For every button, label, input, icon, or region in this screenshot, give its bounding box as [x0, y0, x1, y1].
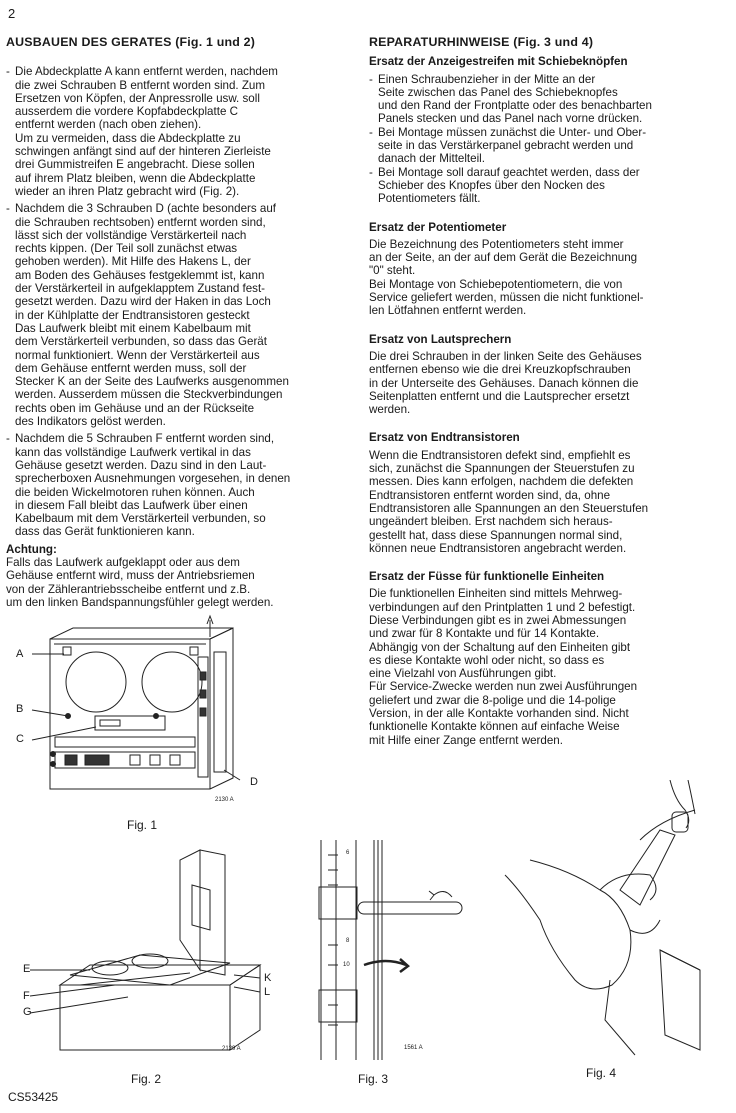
figure-4-drawing: [500, 780, 730, 1060]
section-title: Ersatz von Lautsprechern: [369, 332, 512, 346]
callout-label: F: [23, 990, 30, 1002]
section-title: Ersatz der Potentiometer: [369, 220, 507, 234]
callout-label: D: [250, 776, 258, 788]
figure-2-caption: Fig. 2: [131, 1072, 162, 1086]
scale-label: 6: [346, 850, 350, 856]
section-lautsprecher: [369, 333, 721, 417]
section-heading-ausbauen: AUSBAUEN DES GERATES (Fig. 1 und 2): [6, 35, 256, 49]
section-title: Ersatz der Füsse für funktionelle Einheiten: [369, 570, 605, 584]
figure-1-drawing: [10, 612, 310, 812]
achtung-label: Achtung:: [6, 542, 57, 556]
list-item-text: Die Abdeckplatte A kann entfernt werden, nachdem die zwei Schrauben B entfernt worden sind. Zum Ersetzen von Köpfen, der Anpressrolle usw. soll ausserdem die vordere Kopfabdeckplatte C entfernt werden (nach oben ziehen). Um zu vermeiden, dass die Abdeckplatte zu schwingen anfängt sind auf der hinteren Zierleiste drei Gummistreifen E angebracht. Diese sollen auf ihrem Platz bleiben, wenn die Abdeckplatte wieder an ihren Platz gebracht wird (Fig. 2).: [15, 65, 278, 198]
section-text: Wenn die Endtransistoren defekt sind, empfiehlt es sich, zunächst die Spannungen der Steuerstufen zu messen. Dies kann erfolgen, nachdem die defekten Endtransistoren entfernt worden sind, da, ohne Endtransistoren alle Spannungen an den Steuerstufen ungeändert bleiben. Erst nachdem sich heraus- gestellt hat, dass diese Spannungen normal sind, können neue Endtransistoren angebracht werden.: [369, 448, 649, 555]
scale-label: 10: [343, 962, 350, 968]
list-item-text: Nachdem die 5 Schrauben F entfernt worden sind, kann das vollständige Laufwerk vertikal in das Gehäuse gesetzt werden. Dazu sind in den Laut- sprecherboxen Ausnehmungen vorgesehen, in denen die beiden Wickelmotoren ruhen können. Auch in diesem Fall bleibt das Laufwerk über einen Kabelbaum mit dem Verstärkerteil verbunden, so dass das Gerät funktionieren kann.: [15, 432, 291, 539]
section-fuesse: [369, 570, 721, 747]
list-item: - Bei Montage soll darauf geachtet werden, dass der Schieber des Knopfes über den Nocken des Potentiometers fällt.: [369, 166, 721, 206]
figure-2-drawing: [20, 845, 300, 1065]
callout-label: C: [16, 733, 24, 745]
list-item-text: Nachdem die 3 Schrauben D (achte besonders auf die Schrauben rechtsoben) entfernt worden sind, lässt sich der vollständige Verstärkerteil nach rechts kippen. (Der Teil soll zunächst etwas gehoben werden). Mit Hilfe des Hakens L, der am Boden des Gehäuses festgeklemmt ist, kann der Verstärkerteil in aufgeklapptem Zustand fest- gesetzt werden. Dazu wird der Haken in das Loch in der Kühlplatte der Endtransistoren gesteckt Das Laufwerk bleibt mit einem Kabelbaum mit dem Verstärkerteil verbunden, so dass das Gerät normal funktioniert. Wenn der Verstärkerteil aus dem Gehäuse entfernt werden muss, soll der Stecker K an der Seite des Laufwerks ausgenommen werden. Ausserdem müssen die Steckverbindungen rechts oben im Gehäuse und an der Rückseite des Indikators gelöst werden.: [15, 202, 289, 429]
section-text: Die funktionellen Einheiten sind mittels Mehrweg- verbindungen auf den Printplatten 1 und 2 befestigt. Diese Verbindungen gibt es in zwei Abmessungen und zwar für 8 Kontakte und für 14 Kontakte. Abhängig von der Schaltung auf den Einheiten gibt es diese Kontakte wohl oder nicht, so dass es eine Vielzahl von Ausführungen gibt. Für Service-Zwecke werden nun zwei Ausführungen geliefert und zwar die 8-polige und die 14-polige Version, in der alle Kontakte vorhanden sind. Nicht funktionelle Kontakte können auf einfache Weise mit Hilfe einer Zange entfernt werden.: [369, 587, 638, 747]
section-anzeigestreifen: [369, 55, 721, 205]
callout-label: B: [16, 703, 24, 715]
figure-4-caption: Fig. 4: [586, 1066, 617, 1080]
list-item: - Nachdem die 5 Schrauben F entfernt worden sind, kann das vollständige Laufwerk vertikal in das Gehäuse gesetzt werden. Dazu sind in den Laut- sprecherboxen Ausnehmungen vorgesehen, in denen die beiden Wickelmotoren ruhen können. Auch in diesem Fall bleibt das Laufwerk über einen Kabelbaum mit dem Verstärkerteil verbunden, so dass das Gerät funktionieren kann.: [6, 432, 358, 538]
figure-code: 2130 A: [215, 797, 234, 803]
page-number: 2: [8, 6, 16, 21]
section-title: Ersatz der Anzeigestreifen mit Schiebeknöpfen: [369, 55, 628, 69]
section-endtransistoren: [369, 431, 721, 555]
figure-3-drawing: [316, 835, 466, 1065]
list-item-text: Bei Montage müssen zunächst die Unter- und Ober- seite in das Verstärkerpanel gebracht werden und danach der Mittelteil.: [378, 125, 647, 166]
callout-label: L: [264, 986, 271, 998]
list-item-text: Einen Schraubenzieher in der Mitte an der Seite zwischen das Panel des Schiebeknopfes und den Rand der Frontplatte oder des benachbarten Panels stecken und das Panel nach vorne drücken.: [378, 72, 652, 126]
callout-label: A: [16, 648, 24, 660]
left-column: [6, 36, 358, 609]
section-text: Die drei Schrauben in der linken Seite des Gehäuses entfernen ebenso wie die drei Kreuzkopfschrauben in der Unterseite des Gehäuses. Danach können die Seitenplatten entfernt und die Lautsprecher ersetzt werden.: [369, 349, 642, 417]
list-item: - Bei Montage müssen zunächst die Unter- und Ober- seite in das Verstärkerpanel gebracht werden und danach der Mittelteil.: [369, 126, 721, 166]
figure-code: 2129 A: [222, 1046, 241, 1052]
right-column: [369, 36, 721, 762]
document-code: CS53425: [8, 1090, 59, 1104]
callout-label: G: [23, 1006, 32, 1018]
list-item: - Die Abdeckplatte A kann entfernt werden, nachdem die zwei Schrauben B entfernt worden sind. Zum Ersetzen von Köpfen, der Anpressrolle usw. soll ausserdem die vordere Kopfabdeckplatte C entfernt werden (nach oben ziehen). Um zu vermeiden, dass die Abdeckplatte zu schwingen anfängt sind auf der hinteren Zierleiste drei Gummistreifen E angebracht. Diese sollen auf ihrem Platz bleiben, wenn die Abdeckplatte wieder an ihren Platz gebracht wird (Fig. 2).: [6, 65, 358, 198]
list-item-text: Bei Montage soll darauf geachtet werden, dass der Schieber des Knopfes über den Nocken des Potentiometers fällt.: [378, 165, 640, 206]
figure-1-caption: Fig. 1: [127, 818, 158, 832]
section-text: Die Bezeichnung des Potentiometers steht immer an der Seite, an der auf dem Gerät die Bezeichnung "0" steht. Bei Montage von Schiebepotentiometern, die von Service geliefert werden, müssen die nicht funktionel- len Lötfahnen entfernt werden.: [369, 237, 644, 318]
section-potentiometer: [369, 221, 721, 318]
figure-code: 1561 A: [404, 1045, 423, 1051]
figure-3-caption: Fig. 3: [358, 1072, 389, 1086]
achtung-text: Falls das Laufwerk aufgeklappt oder aus dem Gehäuse entfernt wird, muss der Antriebsriemen von der Zählerantriebsscheibe entfernt und z.B. um den linken Bandspannungsfühler gelegt werden.: [6, 555, 274, 609]
section-heading-reparatur: REPARATURHINWEISE (Fig. 3 und 4): [369, 35, 594, 49]
callout-label: K: [264, 972, 272, 984]
callout-label: E: [23, 963, 31, 975]
list-item: - Einen Schraubenzieher in der Mitte an der Seite zwischen das Panel des Schiebeknopfes und den Rand der Frontplatte oder des benachbarten Panels stecken und das Panel nach vorne drücken.: [369, 73, 721, 126]
list-item: - Nachdem die 3 Schrauben D (achte besonders auf die Schrauben rechtsoben) entfernt worden sind, lässt sich der vollständige Verstärkerteil nach rechts kippen. (Der Teil soll zunächst etwas gehoben werden). Mit Hilfe des Hakens L, der am Boden des Gehäuses festgeklemmt ist, kann der Verstärkerteil in aufgeklapptem Zustand fest- gesetzt werden. Dazu wird der Haken in das Loch in der Kühlplatte der Endtransistoren gesteckt Das Laufwerk bleibt mit einem Kabelbaum mit dem Verstärkerteil verbunden, so dass das Gerät normal funktioniert. Wenn der Verstärkerteil aus dem Gehäuse entfernt werden muss, soll der Stecker K an der Seite des Laufwerks ausgenommen werden. Ausserdem müssen die Steckverbindungen rechts oben im Gehäuse und an der Rückseite des Indikators gelöst werden.: [6, 202, 358, 428]
scale-label: 8: [346, 938, 350, 944]
section-title: Ersatz von Endtransistoren: [369, 431, 520, 445]
